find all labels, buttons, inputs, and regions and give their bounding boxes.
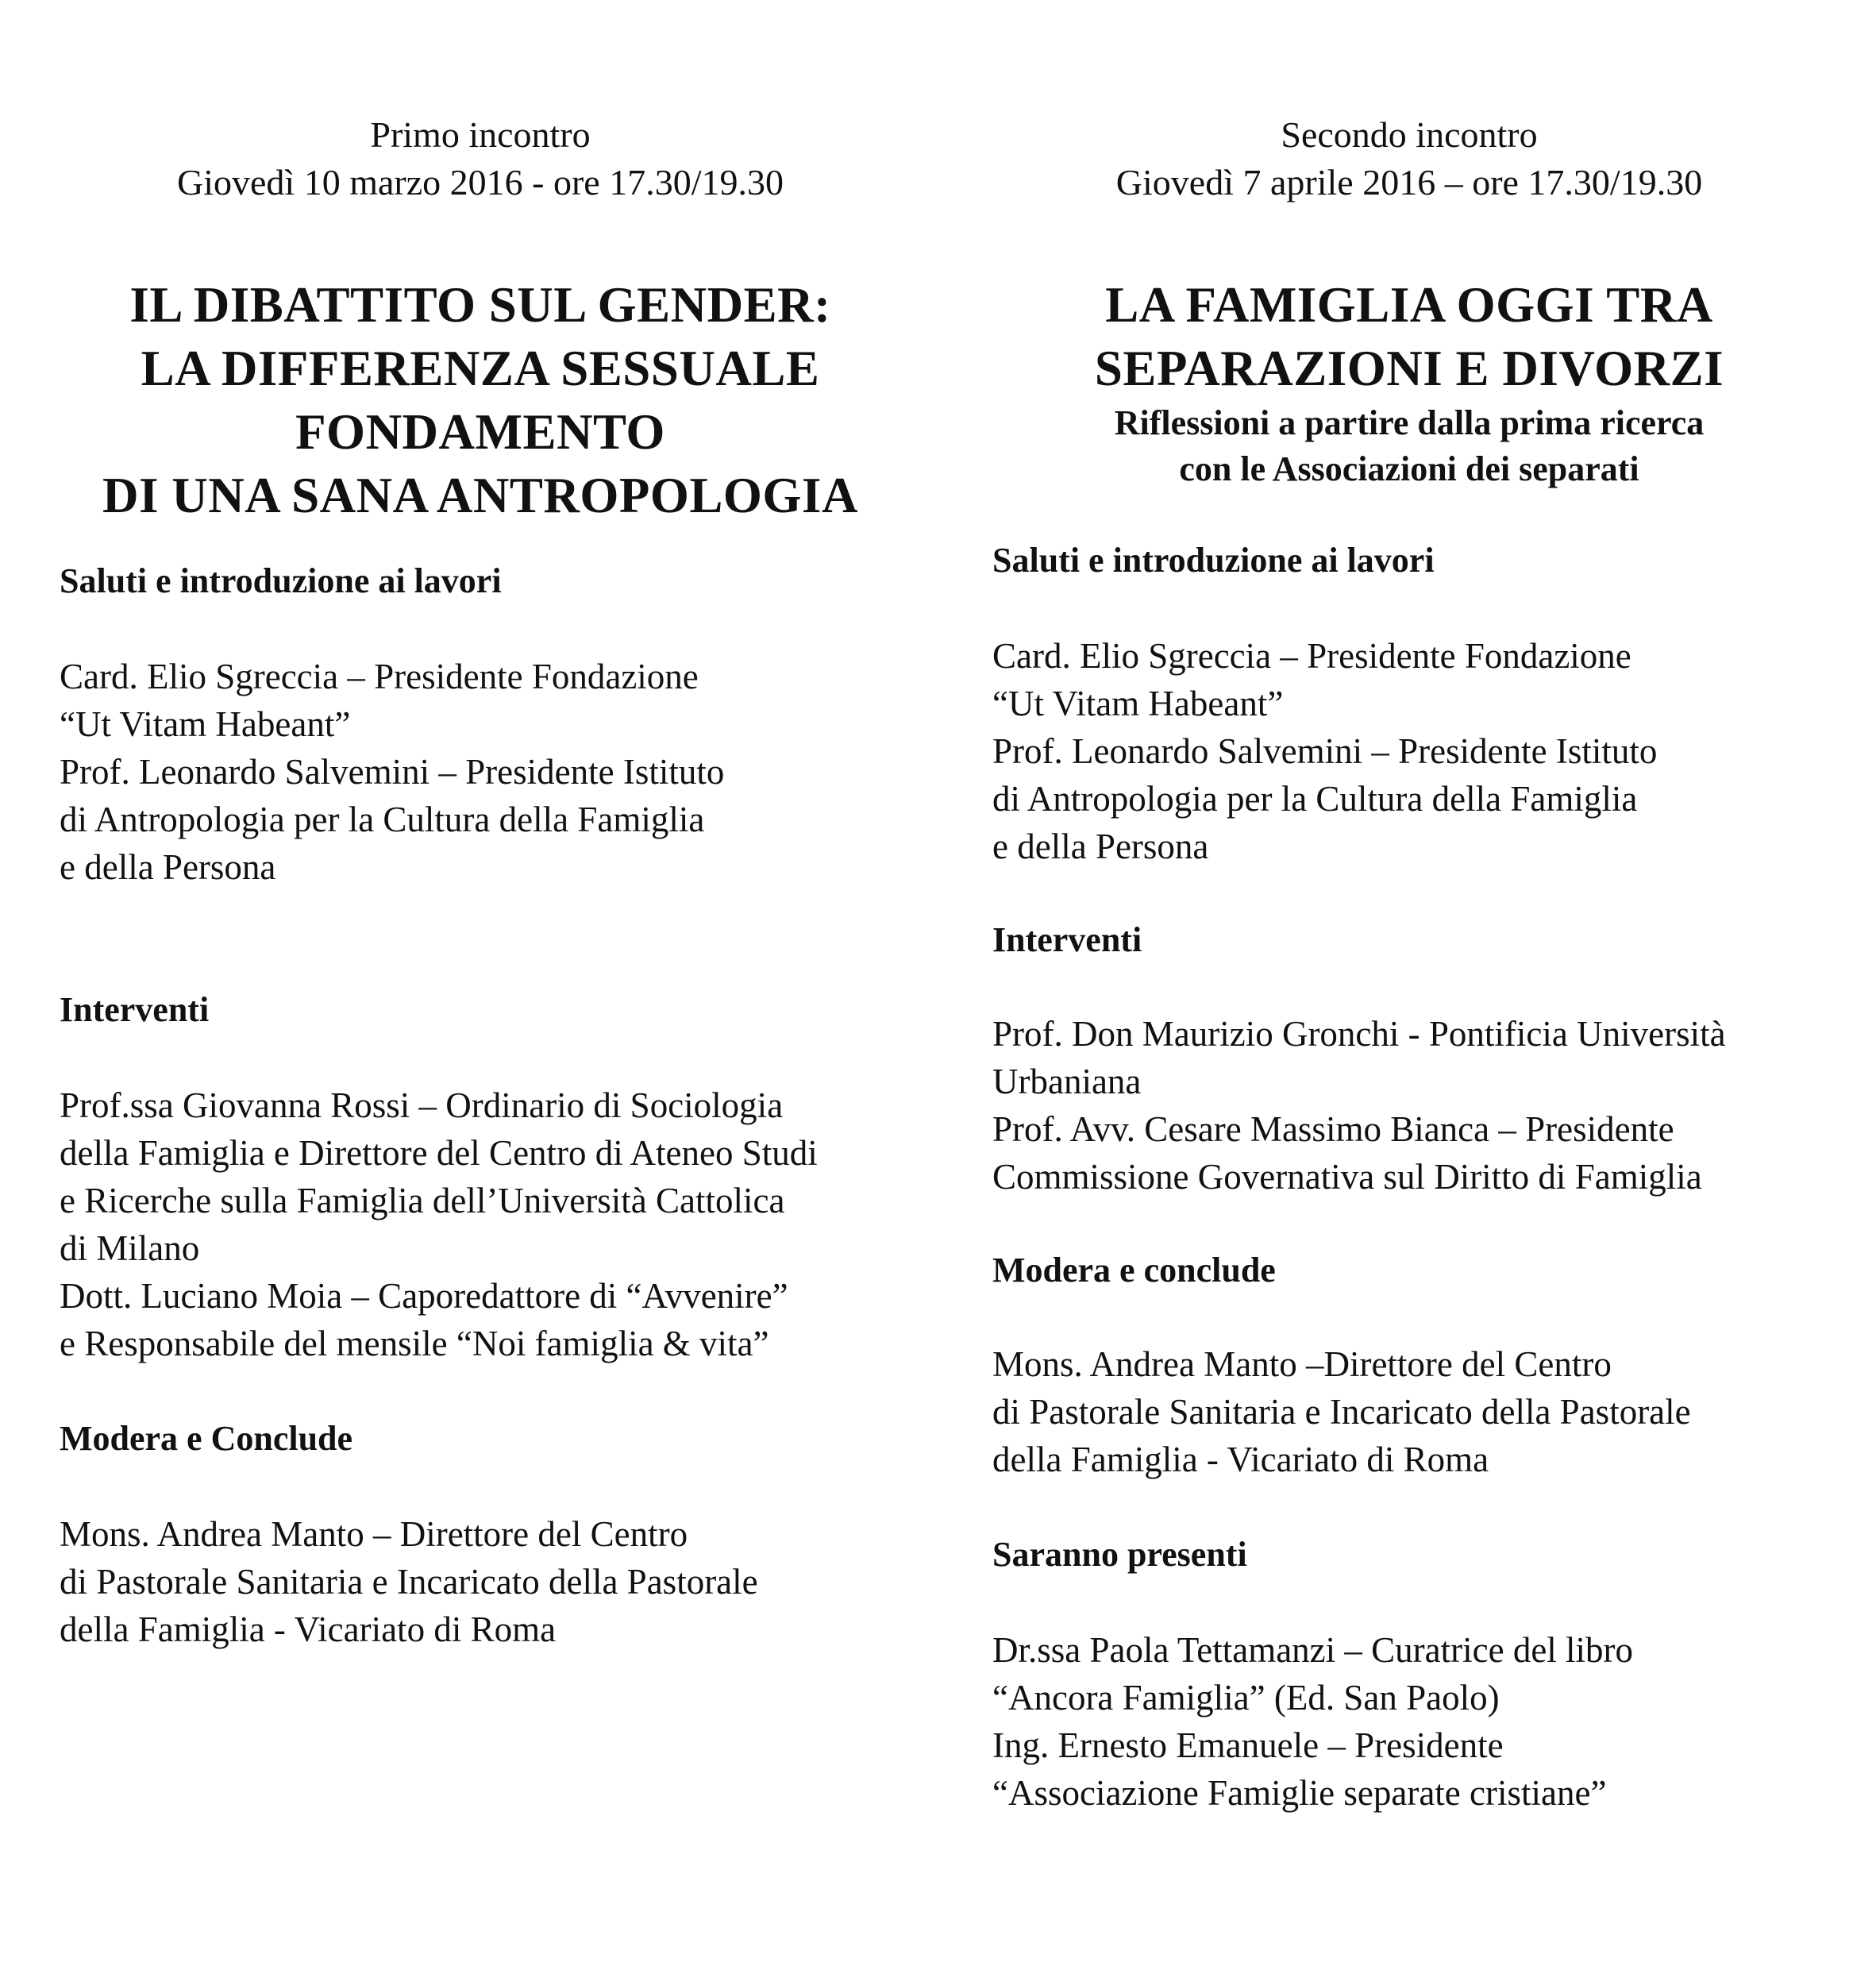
meeting-subtitle	[992, 400, 1826, 492]
section-line: Prof.ssa Giovanna Rossi – Ordinario di Sociologia	[60, 1085, 784, 1125]
first-meeting-column	[60, 111, 901, 1653]
section-line: di Milano	[60, 1228, 200, 1268]
title-line: IL DIBATTITO SUL GENDER:	[129, 277, 831, 333]
section-line: Prof. Leonardo Salvemini – Presidente Istituto	[992, 731, 1658, 771]
section-line: Prof. Leonardo Salvemini – Presidente Istituto	[60, 752, 725, 792]
section-line: e della Persona	[992, 827, 1209, 866]
section-line: della Famiglia - Vicariato di Roma	[992, 1440, 1489, 1479]
section-line: e Responsabile del mensile “Noi famiglia & vita”	[60, 1324, 769, 1363]
title-line: SEPARAZIONI E DIVORZI	[1094, 341, 1724, 396]
section-heading: Saranno presenti	[992, 1535, 1247, 1574]
section-line: Mons. Andrea Manto – Direttore del Centro	[60, 1514, 688, 1554]
subtitle-line: Riflessioni a partire dalla prima ricerca	[1114, 403, 1705, 442]
section-heading: Saluti e introduzione ai lavori	[60, 561, 502, 600]
section-line: Card. Elio Sgreccia – Presidente Fondazione	[992, 636, 1631, 676]
title-line: FONDAMENTO	[295, 404, 665, 460]
section-line: della Famiglia e Direttore del Centro di Ateneo Studi	[60, 1133, 818, 1173]
meeting-title	[60, 273, 901, 527]
section-line: Mons. Andrea Manto –Direttore del Centro	[992, 1344, 1612, 1384]
section-line: “Ut Vitam Habeant”	[992, 684, 1284, 723]
section-line: e Ricerche sulla Famiglia dell’Università Cattolica	[60, 1181, 785, 1220]
subtitle-line: con le Associazioni dei separati	[1179, 449, 1639, 488]
section-line: della Famiglia - Vicariato di Roma	[60, 1610, 557, 1649]
section-line: “Ut Vitam Habeant”	[60, 704, 351, 744]
second-meeting-column	[992, 111, 1826, 1817]
section-line: Prof. Avv. Cesare Massimo Bianca – Presidente	[992, 1109, 1674, 1149]
meeting-label: Secondo incontro	[1281, 114, 1538, 155]
section-heading: Saluti e introduzione ai lavori	[992, 541, 1435, 580]
section-line: Card. Elio Sgreccia – Presidente Fondazione	[60, 657, 699, 696]
section-moderator	[992, 1247, 1826, 1483]
section-line: di Pastorale Sanitaria e Incaricato della Pastorale	[60, 1562, 758, 1602]
meeting-label: Primo incontro	[370, 114, 591, 155]
section-heading: Interventi	[992, 920, 1142, 959]
section-heading: Modera e conclude	[992, 1251, 1276, 1290]
section-line: Urbaniana	[992, 1062, 1142, 1101]
section-greetings	[992, 537, 1826, 870]
section-line: Dr.ssa Paola Tettamanzi – Curatrice del libro	[992, 1630, 1634, 1670]
section-heading: Modera e Conclude	[60, 1419, 353, 1458]
section-heading: Interventi	[60, 990, 210, 1029]
meeting-date-time: Giovedì 10 marzo 2016 - ore 17.30/19.30	[177, 162, 784, 202]
section-line: Prof. Don Maurizio Gronchi - Pontificia Università	[992, 1014, 1726, 1054]
section-moderator	[60, 1415, 901, 1653]
section-greetings	[60, 557, 901, 891]
section-line: Dott. Luciano Moia – Caporedattore di “Avvenire”	[60, 1276, 788, 1316]
section-speakers	[60, 986, 901, 1367]
section-line: di Antropologia per la Cultura della Famiglia	[60, 800, 705, 839]
section-line: “Associazione Famiglie separate cristiane”	[992, 1773, 1607, 1813]
title-line: LA DIFFERENZA SESSUALE	[141, 341, 820, 396]
title-line: DI UNA SANA ANTROPOLOGIA	[102, 468, 858, 523]
section-line: “Ancora Famiglia” (Ed. San Paolo)	[992, 1678, 1500, 1717]
meeting-title	[992, 273, 1826, 400]
meeting-date-time: Giovedì 7 aprile 2016 – ore 17.30/19.30	[1115, 162, 1703, 202]
section-line: Commissione Governativa sul Diritto di Famiglia	[992, 1157, 1702, 1197]
section-line: di Pastorale Sanitaria e Incaricato della Pastorale	[992, 1392, 1691, 1432]
section-attendees	[992, 1531, 1826, 1817]
section-line: Ing. Ernesto Emanuele – Presidente	[992, 1725, 1504, 1765]
section-line: di Antropologia per la Cultura della Famiglia	[992, 779, 1638, 819]
title-line: LA FAMIGLIA OGGI TRA	[1105, 277, 1713, 333]
section-line: e della Persona	[60, 847, 276, 887]
section-speakers	[992, 916, 1826, 1201]
